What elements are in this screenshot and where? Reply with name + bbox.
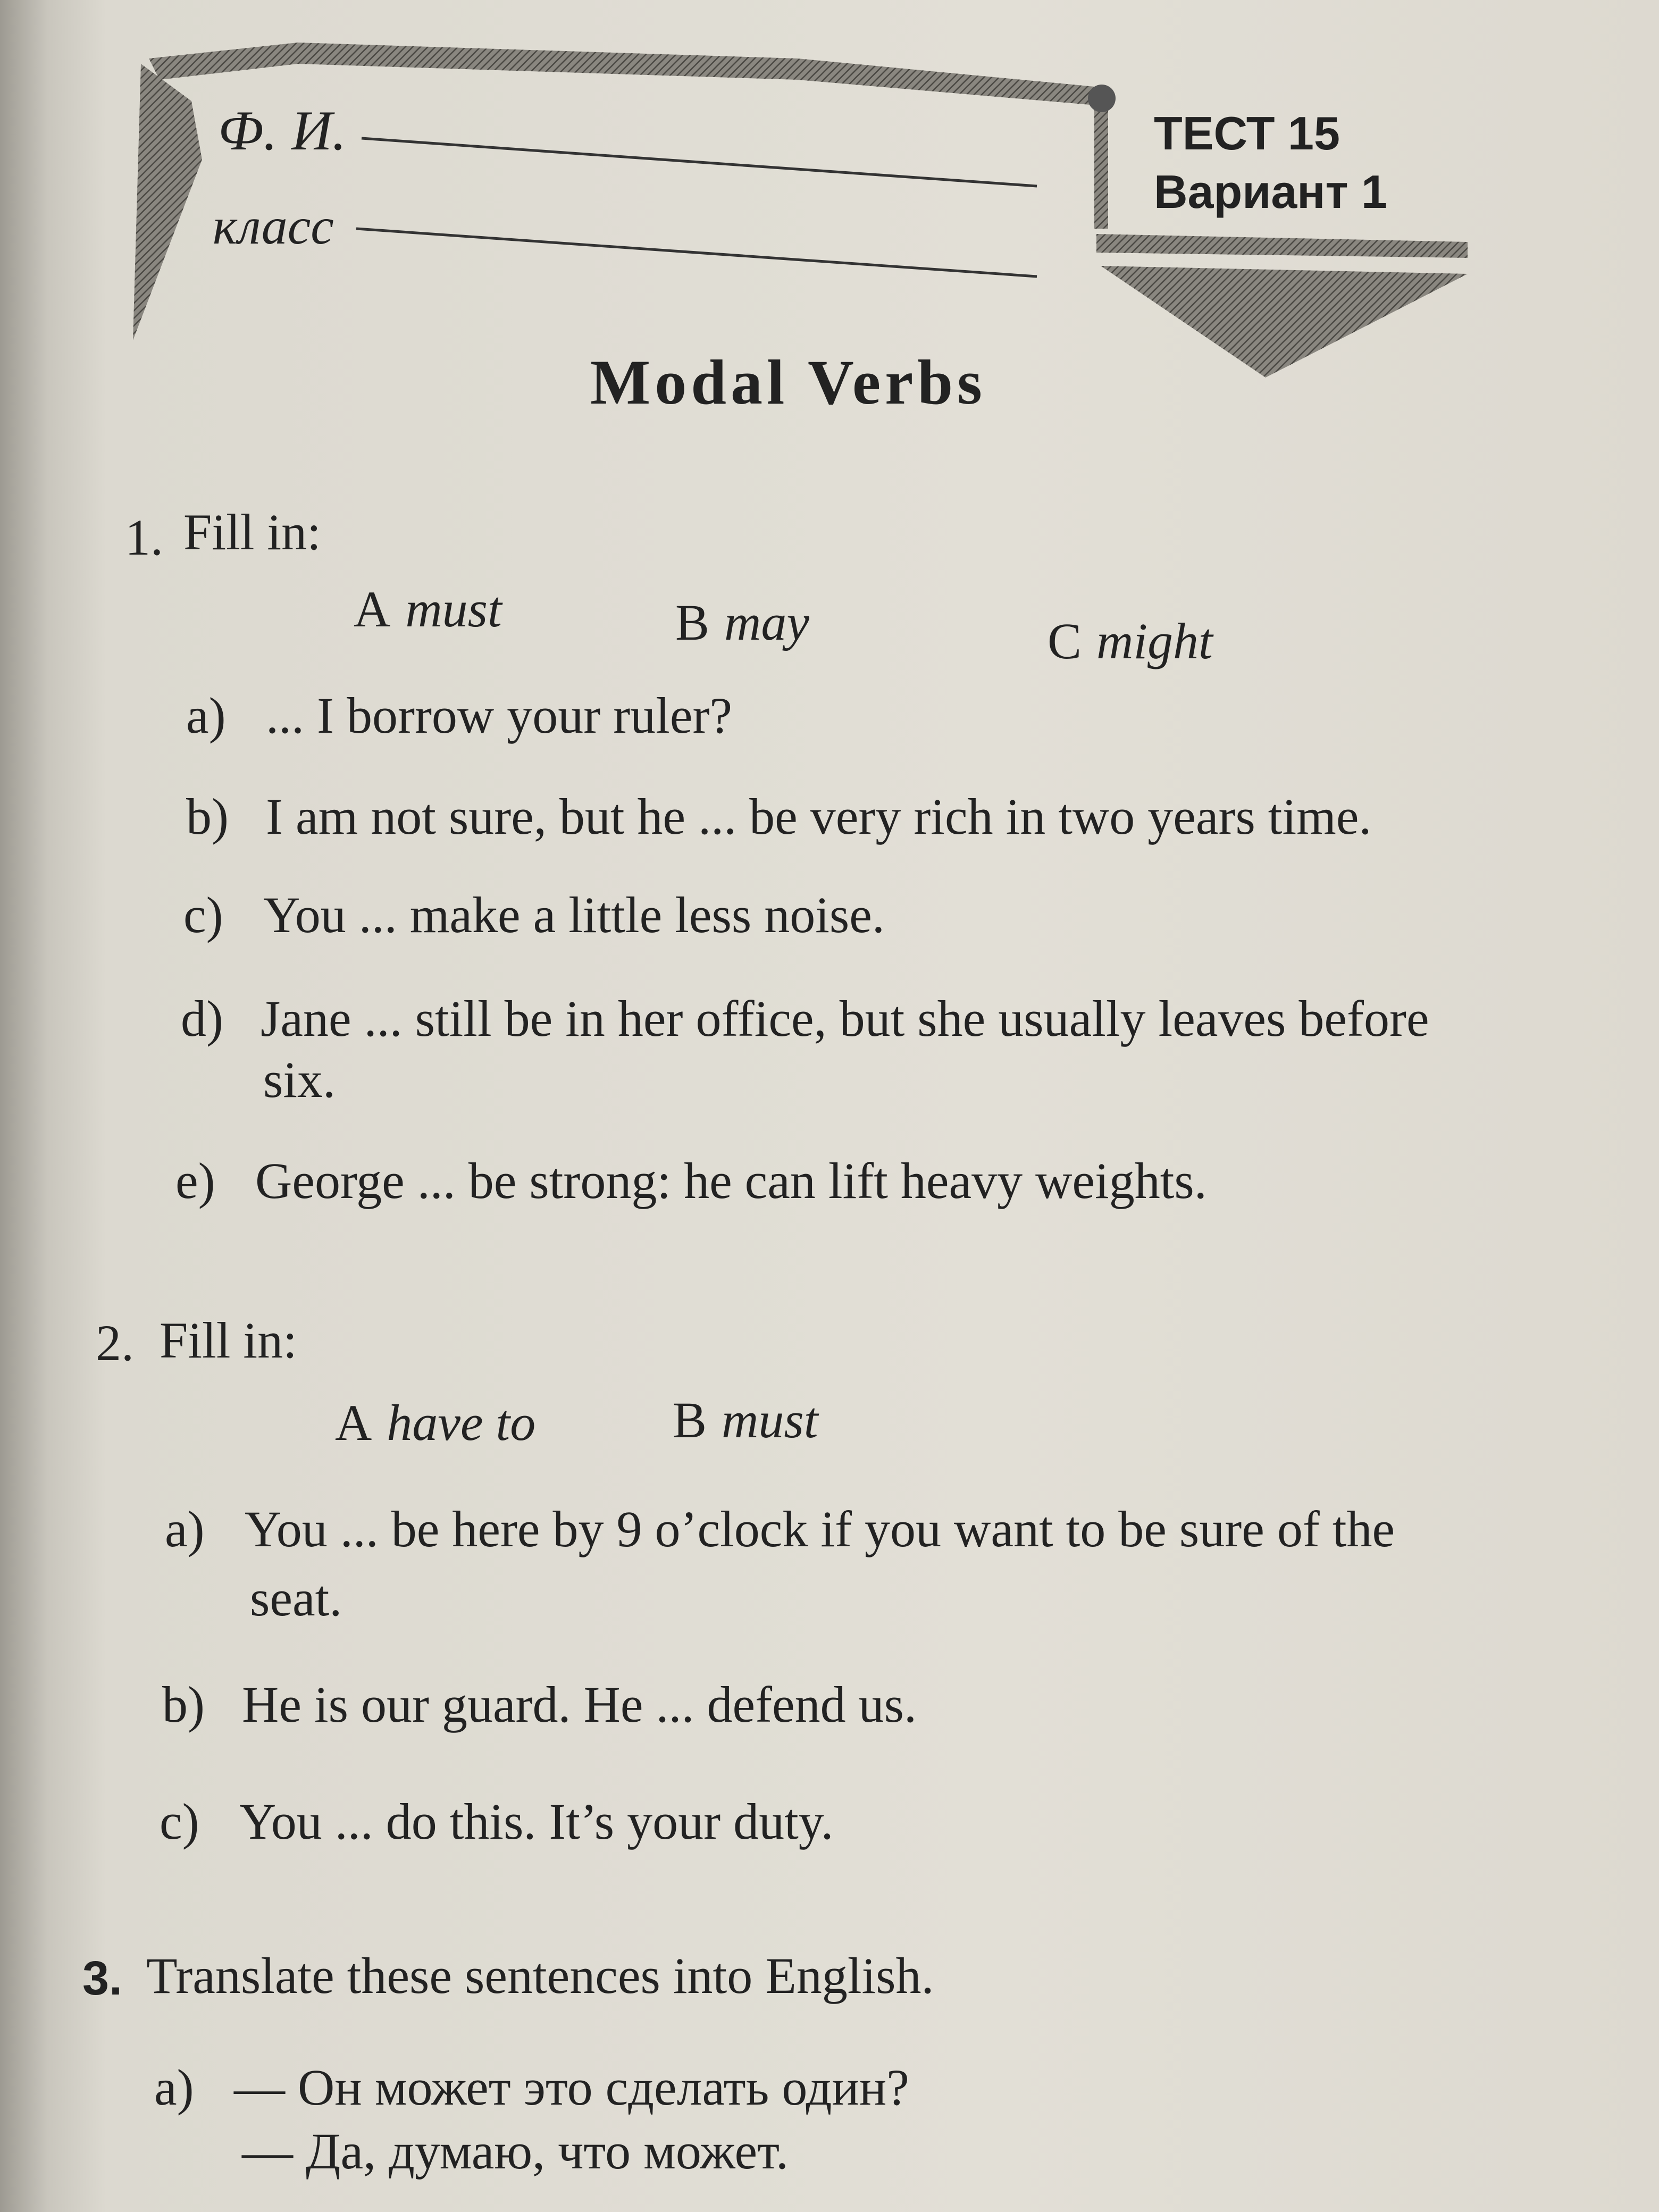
task1-item-e: e) George ... be strong: he can lift heavy weights. — [175, 1152, 1207, 1209]
task2-instruction: Fill in: — [160, 1312, 297, 1369]
task2-item-a-continuation: seat. — [250, 1570, 342, 1627]
task2-option-a: A have to — [335, 1394, 536, 1451]
task1-item-a: a) ... I borrow your ruler? — [186, 687, 733, 744]
task1-option-b: B may — [675, 594, 809, 651]
frame-rivet-icon — [1088, 85, 1116, 112]
task2-number: 2. — [96, 1314, 134, 1371]
task2-option-b: B must — [673, 1392, 818, 1448]
task3-item-a: a) — Он может это сделать один? — [154, 2059, 909, 2116]
fio-label: Ф. И. — [218, 99, 347, 162]
task3-number: 3. — [82, 1952, 123, 2005]
task3-item-a-line2: — Да, думаю, что может. — [242, 2123, 789, 2180]
task1-option-a: A must — [354, 581, 502, 638]
task2-item-b: b) He is our guard. He ... defend us. — [162, 1676, 917, 1733]
test-variant: Вариант 1 — [1154, 165, 1387, 218]
task1-item-d: d) Jane ... still be in her office, but she usually leaves before — [181, 990, 1429, 1047]
task1-item-c: c) You ... make a little less noise. — [183, 886, 885, 943]
class-line — [356, 229, 1037, 276]
task1-option-c: C might — [1048, 613, 1213, 669]
fio-line — [362, 138, 1037, 186]
task1-item-b: b) I am not sure, but he ... be very rich in two years time. — [186, 788, 1372, 845]
class-label: класс — [213, 198, 334, 255]
task1-item-d-continuation: six. — [263, 1051, 336, 1108]
task1-instruction: Fill in: — [183, 504, 321, 560]
task2-item-a: a) You ... be here by 9 o’clock if you want to be sure of the — [165, 1501, 1395, 1557]
page-title: Modal Verbs — [590, 347, 986, 417]
task1-number: 1. — [125, 509, 163, 566]
test-title: ТЕСТ 15 — [1154, 107, 1340, 160]
task3-instruction: Translate these sentences into English. — [146, 1947, 934, 2004]
task2-item-c: c) You ... do this. It’s your duty. — [160, 1793, 834, 1850]
